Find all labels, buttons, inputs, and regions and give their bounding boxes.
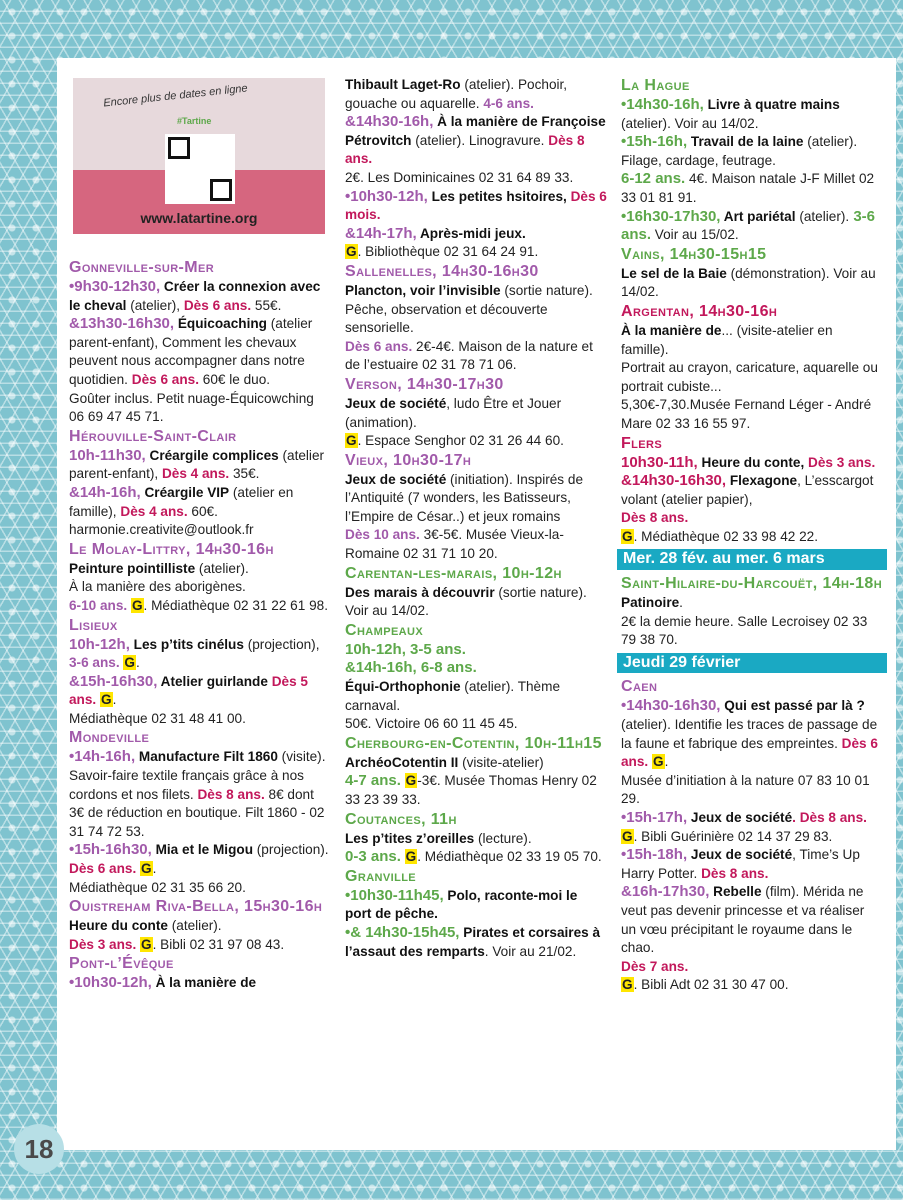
promo-brand: #Tartine: [177, 116, 212, 126]
event-entry: •15h-17h, Jeux de société. Dès 8 ans. G. Bibli Guérinière 02 14 37 29 83.: [621, 809, 867, 844]
event-entry: •16h30-17h30, Art pariétal (atelier). 3-6 ans. Voir au 15/02.: [621, 207, 876, 244]
free-badge: G: [346, 433, 357, 449]
free-badge: G: [622, 977, 633, 993]
promo-url[interactable]: www.latartine.org: [140, 210, 258, 226]
event-info: Goûter inclus. Petit nuage-Équicowching 06 69 47 45 71.: [69, 390, 314, 425]
event-entry: •15h-16h30, Mia et le Migou (projection). Dès 6 ans. G. Médiathèque 02 31 35 66 20.: [69, 841, 329, 895]
free-badge: G: [100, 692, 112, 708]
city-heading: Vieux, 10h30-17h: [345, 451, 472, 469]
city-heading: Coutances, 11h: [345, 810, 457, 828]
city-heading: Mondeville: [69, 729, 150, 747]
city-heading: Argentan, 14h30-16h: [621, 302, 778, 320]
free-badge: G: [141, 861, 152, 877]
event-entry: Jeux de société (initiation). Inspirés de l’Antiquité (7 wonders, les Batisseurs, l’Empire de César..) et jeux romains Dès 10 ans. 3€-5€. Musée Vieux-la-Romaine 02 31 71 10 20.: [345, 471, 584, 562]
qr-code-icon[interactable]: [165, 134, 235, 204]
event-entry: Le sel de la Baie (démonstration). Voir au 14/02.: [621, 265, 876, 300]
event-entry: 10h-12h, 3-5 ans. &14h-16h, 6-8 ans. Équi-Orthophonie (atelier). Thème carnaval. 50€. Victoire 06 60 11 45 45.: [345, 640, 561, 732]
event-entry: 10h-11h30, Créargile complices (atelier parent-enfant), Dès 4 ans. 35€.: [69, 446, 325, 482]
event-entry: Peinture pointilliste (atelier). À la manière des aborigènes. 6-10 ans. G. Médiathèque 02 31 22 61 98.: [69, 560, 328, 613]
city-heading: Caen: [621, 678, 658, 696]
event-entry: •10h30-12h, À la manière de: [69, 974, 257, 992]
city-heading: La Hague: [621, 77, 690, 94]
date-section-header: Mer. 28 fév. au mer. 6 mars: [617, 549, 887, 570]
promo-banner[interactable]: [73, 78, 325, 234]
city-heading: Champeaux: [345, 621, 424, 639]
column-3: [621, 76, 883, 995]
city-heading: Le Molay-Littry, 14h30-16h: [69, 540, 274, 558]
event-entry: À la manière de... (visite-atelier en famille). Portrait au crayon, caricature, aquarelle ou portrait cubiste... 5,30€-7,30.Musée Fernand Léger - André Mare 02 33 16 55 97.: [621, 322, 878, 431]
city-heading: Ouistreham Riva-Bella, 15h30-16h: [69, 898, 323, 916]
event-entry: •14h30-16h, Livre à quatre mains (atelier). Voir au 14/02.: [621, 96, 840, 131]
event-entry: Heure du conte (atelier). Dès 3 ans. G. Bibli 02 31 97 08 43.: [69, 918, 285, 952]
event-entry: Plancton, voir l’invisible (sortie nature). Pêche, observation et découverte sensorielle. Dès 6 ans. 2€-4€. Maison de la nature et de l’estuaire 02 31 78 71 06.: [345, 282, 593, 373]
event-entry: &14h-17h, Après-midi jeux. G. Bibliothèque 02 31 64 24 91.: [345, 224, 539, 260]
event-entry: 10h30-11h, Heure du conte, Dès 3 ans.: [621, 453, 876, 471]
event-entry: •& 14h30-15h45, Pirates et corsaires à l’assaut des remparts. Voir au 21/02.: [345, 923, 601, 959]
city-heading: Pont-l’Évêque: [69, 955, 174, 973]
free-badge: G: [346, 244, 357, 260]
event-entry: •14h30-16h30, Qui est passé par là ? (atelier). Identifie les traces de passage de la faune et fabrique des empreintes. Dès 6 ans. G. Musée d’initiation à la nature 07 83 10 01 29.: [621, 697, 878, 807]
city-heading: Flers: [621, 434, 663, 452]
free-badge: G: [622, 828, 633, 844]
city-heading: Granville: [345, 867, 417, 885]
event-entry: &15h-16h30, Atelier guirlande Dès 5 ans. G. Médiathèque 02 31 48 41 00.: [69, 672, 308, 726]
city-heading: Hérouville-Saint-Clair: [69, 427, 237, 445]
event-entry: &13h30-16h30, Équicoaching (atelier parent-enfant), Comment les chevaux peuvent nous accompagner dans notre quotidien. Dès 6 ans. 60€ le duo.: [69, 315, 313, 387]
event-entry: •9h30-12h30, Créer la connexion avec le cheval (atelier), Dès 6 ans. 55€.: [69, 278, 321, 313]
city-heading: Sallenelles, 14h30-16h30: [345, 262, 539, 280]
event-entry: •15h-16h, Travail de la laine (atelier). Filage, cardage, feutrage. 6-12 ans. 4€. Maison natale J-F Millet 02 33 01 81 91.: [621, 133, 875, 205]
free-badge: G: [405, 849, 417, 865]
column-1: [69, 258, 331, 993]
event-entry: •15h-18h, Jeux de société, Time’s Up Harry Potter. Dès 8 ans.: [621, 846, 860, 881]
event-entry: &16h-17h30, Rebelle (film). Mérida ne veut pas devenir princesse et va réaliser un vœu précipitant le royaume dans le chao. Dès 7 ans. G. Bibli Adt 02 31 30 47 00.: [621, 883, 865, 993]
event-entry: •14h-16h, Manufacture Filt 1860 (visite). Savoir-faire textile français grâce à nos cordons et nos filets. Dès 8 ans. 8€ dont 3€ de réduction en boutique. Filt 1860 - 02 31 74 72 53.: [69, 748, 326, 839]
city-heading: Carentan-les-marais, 10h-12h: [345, 564, 562, 582]
city-heading: Verson, 14h30-17h30: [345, 375, 504, 393]
free-badge: G: [131, 597, 143, 613]
date-section-header: Jeudi 29 février: [617, 653, 887, 674]
free-badge: G: [622, 528, 633, 544]
event-entry: Les p’tites z’oreilles (lecture). 0-3 ans. G. Médiathèque 02 33 19 05 70.: [345, 830, 602, 866]
free-badge: G: [124, 655, 135, 671]
city-heading: Saint-Hilaire-du-Harcouët, 14h-18h: [621, 575, 883, 593]
free-badge: G: [141, 936, 152, 952]
free-badge: G: [405, 773, 417, 789]
promo-tagline: Encore plus de dates en ligne: [102, 82, 249, 110]
city-heading: Cherbourg-en-Cotentin, 10h-11h15: [345, 734, 602, 752]
city-heading: Lisieux: [69, 616, 118, 634]
event-entry: •10h30-12h, Les petites hsitoires, Dès 6 mois.: [345, 187, 607, 223]
event-entry: &14h30-16h, À la manière de Françoise Pétrovitch (atelier). Linogravure. Dès 8 ans. 2€. Les Dominicaines 02 31 64 89 33.: [345, 113, 606, 185]
event-entry: &14h30-16h30, Flexagone, L’esscargot volant (atelier papier), Dès 8 ans. G. Médiathèque 02 33 98 42 22.: [621, 472, 874, 544]
page-content: [57, 58, 896, 1150]
city-heading: Gonneville-sur-Mer: [69, 259, 215, 276]
event-entry: 10h-12h, Les p’tits cinélus (projection), 3-6 ans. G.: [69, 635, 320, 671]
event-entry: •10h30-11h45, Polo, raconte-moi le port de pêche.: [345, 886, 578, 922]
event-entry: Des marais à découvrir (sortie nature). Voir au 14/02.: [345, 584, 587, 619]
page-number: 18: [14, 1124, 64, 1174]
event-entry: Thibault Laget-Ro (atelier). Pochoir, gouache ou aquarelle. 4-6 ans.: [345, 77, 568, 111]
event-entry: Patinoire. 2€ la demie heure. Salle Lecroisey 02 33 79 38 70.: [621, 595, 868, 648]
city-heading: Vains, 14h30-15h15: [621, 245, 767, 263]
free-badge: G: [652, 754, 664, 770]
column-2: [345, 76, 607, 961]
event-entry: &14h-16h, Créargile VIP (atelier en famille), Dès 4 ans. 60€. harmonie.creativite@outlook.fr: [69, 483, 294, 538]
event-entry: ArchéoCotentin II (visite-atelier) 4-7 ans. G-3€. Musée Thomas Henry 02 33 23 39 33.: [345, 754, 597, 807]
event-entry: Jeux de société, ludo Être et Jouer (animation). G. Espace Senghor 02 31 26 44 60.: [345, 395, 564, 449]
